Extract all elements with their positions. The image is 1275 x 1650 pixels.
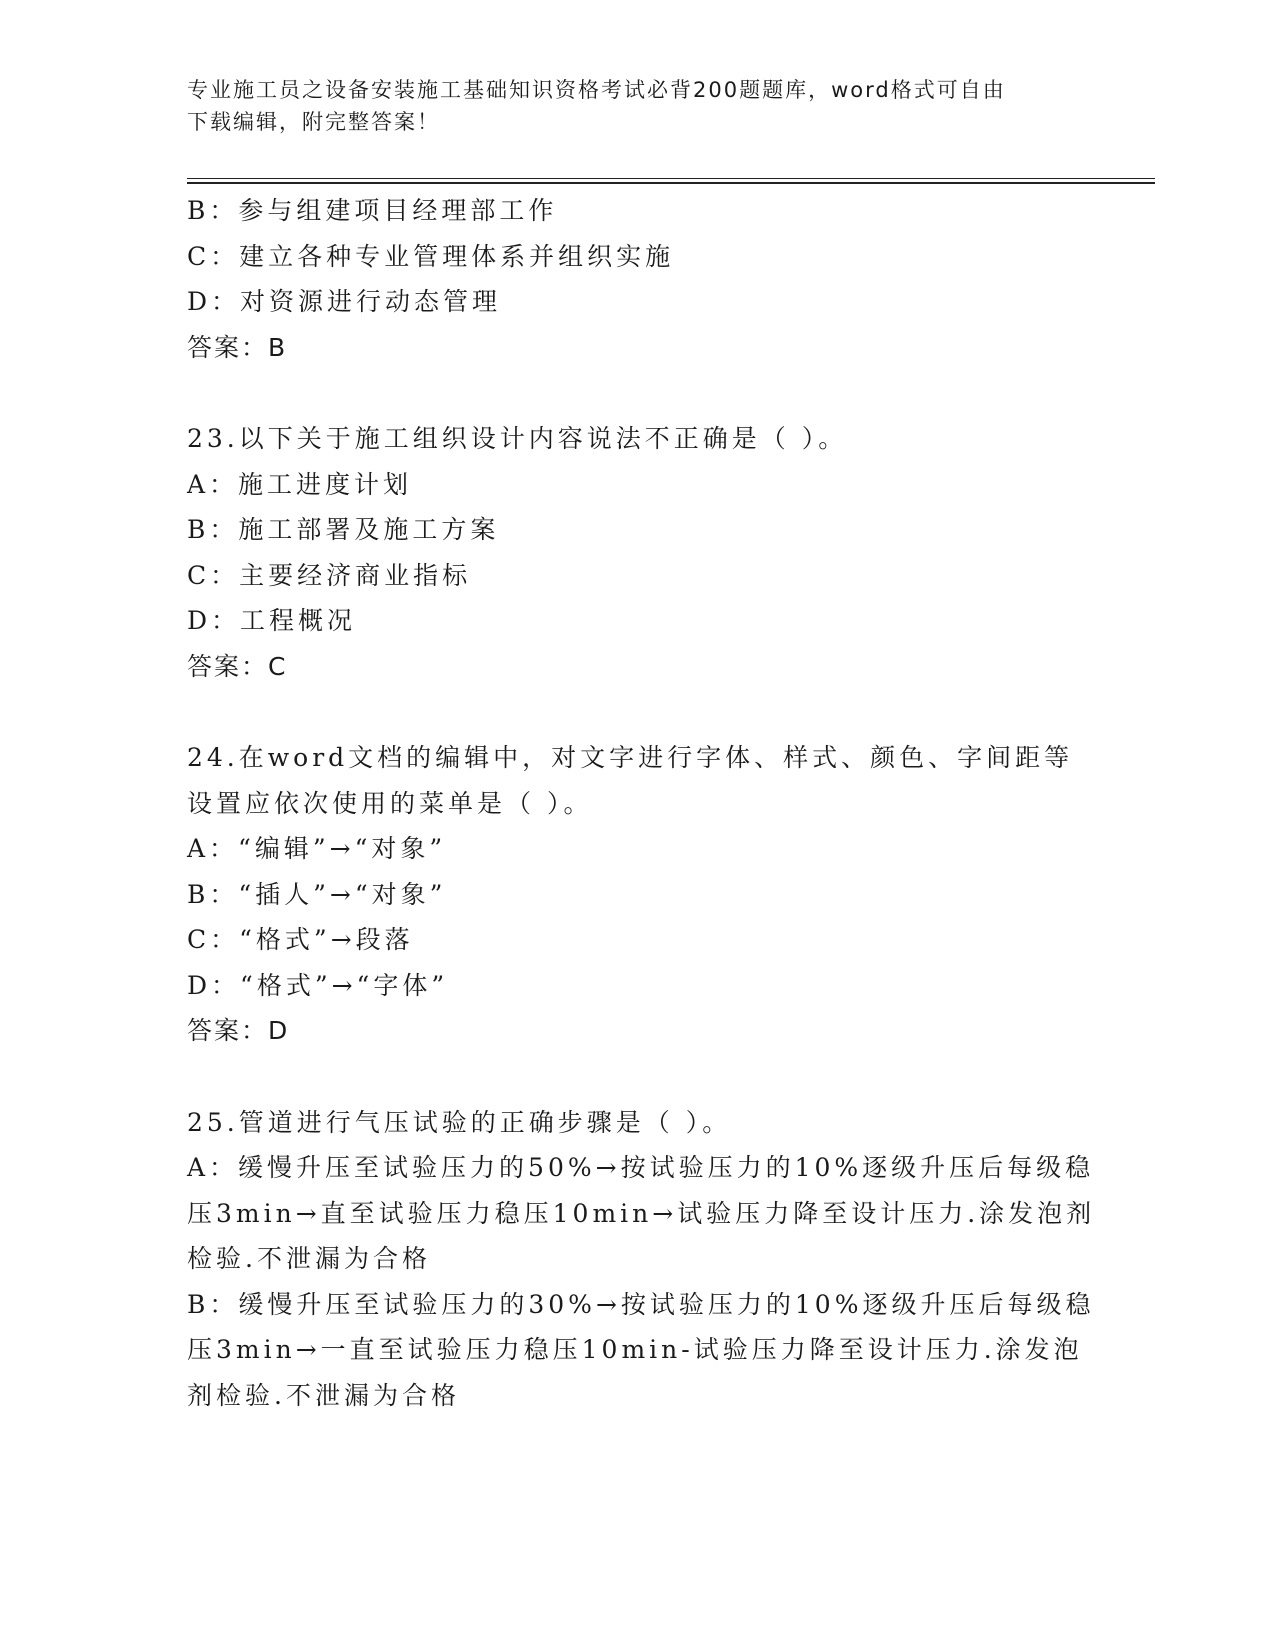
q24-question-line-2: 设置应依次使用的菜单是（ ）。: [187, 788, 593, 818]
header-line-1: 专业施工员之设备安装施工基础知识资格考试必背200题题库，word格式可自由: [187, 78, 1006, 102]
q25-option-b-line-2: 压3min→一直至试验压力稳压10min-试验压力降至设计压力.涂发泡: [187, 1335, 1083, 1364]
q22-option-b: B：参与组建项目经理部工作: [187, 196, 558, 225]
q23-option-b: B：施工部署及施工方案: [187, 515, 500, 544]
q24-option-b: B：“插人”→“对象”: [187, 879, 447, 909]
header-divider-thin: [187, 178, 1155, 179]
q23-option-a: A：施工进度计划: [187, 469, 413, 499]
q23-question: 23.以下关于施工组织设计内容说法不正确是（ ）。: [187, 424, 848, 453]
q22-option-d: D：对资源进行动态管理: [187, 287, 502, 316]
question-22-remainder: [187, 188, 1087, 370]
q23-option-c: C：主要经济商业指标: [187, 560, 472, 590]
q25-option-a-line-3: 检验.不泄漏为合格: [187, 1244, 431, 1273]
q24-question-line-1: 24.在word文档的编辑中，对文字进行字体、样式、颜色、字间距等: [187, 743, 1074, 772]
question-24: [187, 735, 1087, 1054]
question-23: [187, 416, 1087, 689]
q24-option-a: A：“编辑”→“对象”: [187, 834, 447, 863]
question-content: [187, 188, 1096, 1418]
q24-option-c: C：“格式”→段落: [187, 925, 414, 954]
page-header: [187, 74, 1077, 138]
spacer: [187, 1054, 1087, 1100]
q22-answer: 答案：B: [187, 332, 288, 362]
q24-answer: 答案：D: [187, 1016, 290, 1045]
header-line-2: 下载编辑，附完整答案！: [187, 110, 440, 134]
q25-option-a-line-2: 压3min→直至试验压力稳压10min→试验压力降至设计压力.涂发泡剂: [187, 1198, 1096, 1228]
q22-option-c: C：建立各种专业管理体系并组织实施: [187, 241, 675, 271]
q25-option-b-line-1: B：缓慢升压至试验压力的30%→按试验压力的10%逐级升压后每级稳: [187, 1289, 1095, 1319]
q25-option-a-line-1: A：缓慢升压至试验压力的50%→按试验压力的10%逐级升压后每级稳: [187, 1153, 1095, 1182]
spacer: [187, 689, 1087, 735]
spacer: [187, 370, 1087, 416]
q25-question: 25.管道进行气压试验的正确步骤是（ ）。: [187, 1107, 732, 1137]
q23-option-d: D：工程概况: [187, 606, 357, 635]
q25-option-b-line-3: 剂检验.不泄漏为合格: [187, 1380, 460, 1410]
q24-option-d: D：“格式”→“字体”: [187, 970, 449, 1000]
question-25: [187, 1100, 1096, 1419]
header-divider-thick: [187, 182, 1155, 184]
q23-answer: 答案：C: [187, 651, 288, 681]
